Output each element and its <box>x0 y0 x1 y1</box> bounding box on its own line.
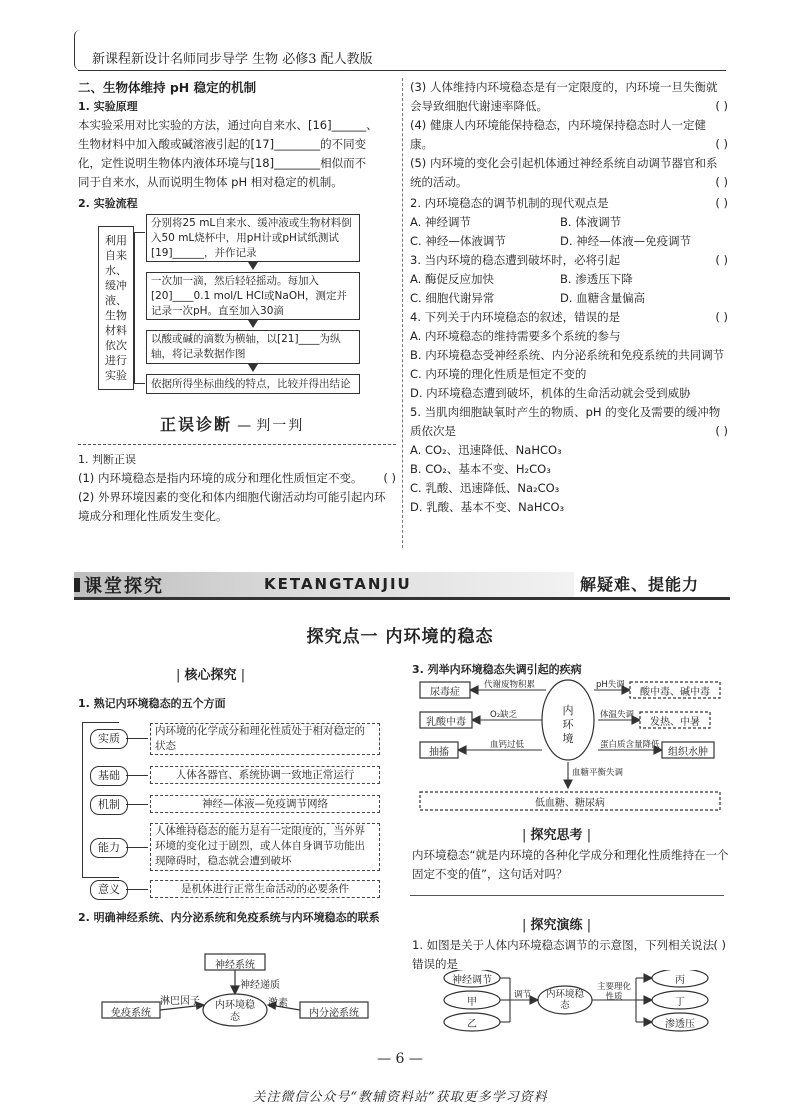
option[interactable]: C. 神经—体液调节 <box>410 234 506 248</box>
option[interactable]: A. 酶促反应加快 <box>410 272 494 286</box>
header-title: 新课程新设计名师同步导学 生物 必修3 配人教版 <box>92 52 373 67</box>
option[interactable]: D. 血糖含量偏高 <box>560 291 646 305</box>
option[interactable]: B. CO₂、基本不变、H₂CO₃ <box>410 462 551 476</box>
five-value-2: 人体各器官、系统协调一致地正常运行 <box>150 766 380 784</box>
core-title-text: 核心探究 <box>184 668 237 683</box>
core-item-2: 2. 明确神经系统、内分泌系统和免疫系统与内环境稳态的联系 <box>78 911 380 924</box>
explore-title <box>0 622 800 647</box>
label-o2: O₂缺乏 <box>490 710 518 720</box>
answer-paren[interactable]: ( ) <box>715 253 728 267</box>
process-title: 2. 实验流程 <box>78 197 138 210</box>
banner-center-title: KETANGTANJIU <box>264 575 412 593</box>
box-blood-sugar-text: 低血糖、糖尿病 <box>535 798 605 809</box>
page-number <box>0 1048 800 1067</box>
center-label: 内环境稳态 <box>215 1000 255 1023</box>
box-acidosis-text: 酸中毒、碱中毒 <box>640 687 710 698</box>
practice-question-1 <box>412 936 726 974</box>
principle-line: 同于自来水，从而说明生物体 pH 相对稳定的机制。 <box>78 175 343 189</box>
think-title-text: 探究思考 <box>530 828 583 843</box>
center-text: 内环境稳态 <box>545 989 584 1011</box>
judge-banner-dash: — <box>237 418 252 434</box>
practice-title <box>522 914 591 933</box>
judge-section <box>78 450 396 526</box>
question-2 <box>410 194 728 213</box>
option[interactable]: D. 内环境稳态遭到破坏，机体的生命活动就会受到威胁 <box>410 386 691 400</box>
column-divider <box>402 78 403 548</box>
answer-line[interactable] <box>410 895 724 896</box>
judge-paren[interactable]: ( ) <box>715 99 728 113</box>
lymph-label: 淋巴因子 <box>160 996 200 1007</box>
judge-item-5-text: (5) 内环境的变化会引起机体通过神经系统自动调节器官和系统的活动。 <box>410 156 718 189</box>
question-3 <box>410 251 728 270</box>
judge-paren[interactable]: ( ) <box>715 175 728 189</box>
ding-text: 丁 <box>675 997 685 1008</box>
header-brace <box>74 30 83 70</box>
answer-paren[interactable]: ( ) <box>715 196 728 210</box>
answer-paren[interactable]: ( ) <box>715 310 728 324</box>
reg-text: 调节 <box>514 990 532 1000</box>
banner-square <box>74 578 80 592</box>
five-connector <box>126 847 148 848</box>
main-text: 主要理化性质 <box>596 982 631 1002</box>
neuro-tx-label: 神经递质 <box>240 980 280 991</box>
footer-note-text: 关注微信公众号“教辅资料站”获取更多学习资料 <box>252 1090 548 1105</box>
principle-line: 化，定性说明生物体内液体环境与[18]________相似而不 <box>78 156 367 170</box>
answer-paren[interactable]: ( ) <box>715 424 728 438</box>
practice-title-text: 探究演练 <box>530 918 583 933</box>
bracket-right: | <box>240 668 246 683</box>
banner-right-title: 解疑难、提能力 <box>580 575 700 594</box>
flow-step-1 <box>146 214 360 262</box>
judge-item-1 <box>78 469 396 488</box>
endocrine-label: 内分泌系统 <box>309 1008 359 1019</box>
five-key-1: 实质 <box>90 729 128 749</box>
question-3-text: 3. 当内环境的稳态遭到破坏时，必将引起 <box>410 253 621 267</box>
right-top-column <box>410 78 728 517</box>
principle-line: 生物材料中加入酸或碱溶液引起的[17]________的不同变 <box>78 137 367 151</box>
flow-side-label: 利用自来水、缓冲液、生物材料依次进行实验 <box>105 234 127 382</box>
judge-paren[interactable]: ( ) <box>383 471 396 485</box>
flow-bracket <box>134 232 145 384</box>
judge-item-3 <box>410 78 728 116</box>
flow-arrow <box>248 364 258 372</box>
yi-text: 乙 <box>467 1019 477 1030</box>
flow-side-box <box>98 226 134 390</box>
nervous-label: 神经系统 <box>215 960 255 971</box>
five-connector <box>126 889 148 890</box>
option[interactable]: B. 内环境稳态受神经系统、内分泌系统和免疫系统的共同调节 <box>410 348 725 362</box>
option[interactable]: C. 细胞代谢异常 <box>410 291 495 305</box>
label-protein: 蛋白质含量降低 <box>600 740 660 750</box>
label-calcium: 血钙过低 <box>490 740 525 750</box>
flow-arrow <box>248 262 258 270</box>
think-title <box>522 824 591 843</box>
judge-item-3-text: (3) 人体维持内环境稳态是有一定限度的，内环境一旦失衡就会导致细胞代谢速率降低。 <box>410 80 718 113</box>
flow-step-2 <box>146 272 360 320</box>
bracket-left: | <box>176 668 181 683</box>
five-connector <box>126 738 148 739</box>
option[interactable]: B. 渗透压下降 <box>560 272 633 286</box>
principle-title: 1. 实验原理 <box>78 100 138 113</box>
question-5-text: 5. 当肌肉细胞缺氧时产生的物质、pH 的变化及需要的缓冲物质依次是 <box>410 405 721 438</box>
core-item-3: 3. 列举内环境稳态失调引起的疾病 <box>412 663 582 676</box>
answer-paren[interactable]: ( ) <box>713 938 726 952</box>
flow-step-2-text: 一次加一滴，然后轻轻摇动。每加入[20]____0.1 mol/L HCl或NaOH，测定并记录一次pH。直至加入30滴 <box>151 275 347 317</box>
question-5 <box>410 403 728 441</box>
box-spasm-text: 抽搐 <box>429 747 449 758</box>
bracket-left: | <box>522 918 527 933</box>
label-ph: pH失调 <box>596 680 625 690</box>
banner-left-title: 课堂探究 <box>84 576 164 597</box>
five-value-1: 内环境的化学成分和理化性质处于相对稳定的状态 <box>150 723 380 755</box>
core-title <box>176 664 245 683</box>
judge-banner-sub: 判一判 <box>256 418 305 434</box>
bing-text: 丙 <box>675 975 685 986</box>
box-uremia-text: 尿毒症 <box>430 687 460 698</box>
bracket-right: | <box>586 828 592 843</box>
practice-question-1-text: 1. 如图是关于人体内环境稳态调节的示意图，下列相关说法错误的是 <box>412 938 715 971</box>
box-lactic-text: 乳酸中毒 <box>426 717 466 728</box>
flow-step-1-text: 分别将25 mL自来水、缓冲液或生物材料倒入50 mL烧杯中，用pH计或pH试纸测试[19]______，并作记录 <box>151 217 352 259</box>
judge-banner-title: 正误诊断 <box>160 415 233 434</box>
flow-step-3-text: 以酸或碱的滴数为横轴，以[21]____为纵轴，将记录数据作图 <box>151 333 341 360</box>
question-4-text: 4. 下列关于内环境稳态的叙述，错误的是 <box>410 310 621 324</box>
neural-text: 神经调节 <box>452 975 492 986</box>
option[interactable]: A. CO₂、迅速降低、NaHCO₃ <box>410 443 562 457</box>
five-connector <box>126 804 148 805</box>
five-value-4: 人体维持稳态的能力是有一定限度的，当外界环境的变化过于剧烈，或人体自身调节功能出现障碍时，稳态就会遭到破坏 <box>150 823 380 871</box>
option[interactable]: D. 乳酸、基本不变、NaHCO₃ <box>410 500 565 514</box>
option[interactable]: C. 内环境的理化性质是恒定不变的 <box>410 367 587 381</box>
think-text: 内环境稳态“就是内环境的各种化学成分和理化性质维持在一个固定不变的值”，这句话对吗？ <box>412 848 729 881</box>
judge-title: 1. 判断正误 <box>78 453 136 466</box>
label-temp: 体温失调 <box>600 710 635 720</box>
judge-item-1-text: (1) 内环境稳态是指内环境的成分和理化性质恒定不变。 <box>78 471 363 485</box>
five-connector <box>126 775 148 776</box>
judge-paren[interactable]: ( ) <box>715 137 728 151</box>
footer-note <box>0 1086 800 1105</box>
judge-item-5 <box>410 154 728 192</box>
judge-item-4 <box>410 116 728 154</box>
box-fever-text: 发热、中暑 <box>650 717 700 728</box>
five-key-2: 基础 <box>90 766 128 786</box>
bracket-right: | <box>586 918 592 933</box>
page-number-text: — 6 — <box>377 1051 423 1067</box>
explore-title-text: 探究点一 内环境的稳态 <box>306 627 494 647</box>
option[interactable]: B. 体液调节 <box>560 215 622 229</box>
flow-arrow <box>248 320 258 328</box>
five-key-3: 机制 <box>90 795 128 815</box>
core-item-1: 1. 熟记内环境稳态的五个方面 <box>78 697 226 710</box>
flow-step-4-text: 依据所得坐标曲线的特点，比较并得出结论 <box>151 378 351 390</box>
option[interactable]: A. 神经调节 <box>410 215 471 229</box>
judge-divider <box>78 444 396 445</box>
label-waste: 代谢废物积累 <box>484 680 536 690</box>
question-2-text: 2. 内环境稳态的调节机制的现代观点是 <box>410 196 609 210</box>
label-glucose: 血糖平衡失调 <box>572 768 624 778</box>
judge-banner <box>160 412 304 435</box>
judge-item-4-text: (4) 健康人内环境能保持稳态，内环境保持稳态时人一定健康。 <box>410 118 706 151</box>
hormone-label: 激素 <box>268 998 288 1009</box>
jia-text: 甲 <box>467 997 477 1008</box>
flow-step-4 <box>146 374 360 394</box>
question-4 <box>410 308 728 327</box>
section-banner <box>74 570 730 600</box>
header-rule <box>78 70 726 71</box>
banner-stripe <box>74 597 730 600</box>
question-2-options <box>410 213 728 251</box>
bracket-left: | <box>522 828 527 843</box>
judge-item-2: (2) 外界环境因素的变化和体内细胞代谢活动均可能引起内环境成分和理化性质发生变化。 <box>78 490 386 523</box>
flow-step-3 <box>146 330 360 364</box>
five-value-5: 是机体进行正常生命活动的必要条件 <box>150 880 380 898</box>
five-value-3: 神经—体液—免疫调节网络 <box>150 795 380 813</box>
option[interactable]: A. 内环境稳态的维持需要多个系统的参与 <box>410 329 621 343</box>
option[interactable]: C. 乳酸、迅速降低、Na₂CO₃ <box>410 481 560 495</box>
immune-label: 免疫系统 <box>111 1008 151 1019</box>
osm-text: 渗透压 <box>665 1019 695 1030</box>
box-edema-text: 组织水肿 <box>668 747 708 758</box>
five-key-4: 能力 <box>90 838 128 858</box>
five-key-5: 意义 <box>90 880 128 900</box>
question-3-options <box>410 270 728 308</box>
option[interactable]: D. 神经—体液—免疫调节 <box>560 234 692 248</box>
center-text: 内环境 <box>562 704 574 745</box>
section2-title: 二、生物体维持 pH 稳定的机制 <box>78 80 257 95</box>
principle-line: 本实验采用对比实验的方法，通过向自来水、[16]______、 <box>78 118 378 132</box>
left-top-column <box>78 78 396 213</box>
